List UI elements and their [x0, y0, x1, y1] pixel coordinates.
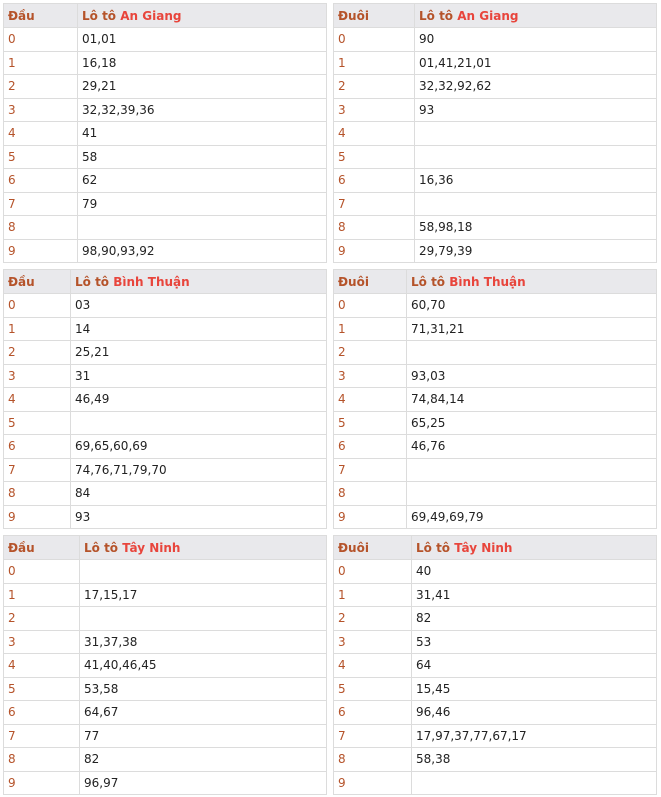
key-header: Đuôi: [334, 536, 412, 560]
dau-table-tay-ninh: [3, 535, 327, 795]
row-key: 7: [334, 458, 407, 482]
row-key: 7: [4, 192, 78, 216]
table-row: [334, 216, 657, 240]
province-name: Bình Thuận: [113, 274, 190, 289]
table-row: [4, 317, 327, 341]
row-value: 65,25: [407, 411, 657, 435]
table-row: [4, 748, 327, 772]
table-row: [334, 364, 657, 388]
row-key: 6: [334, 169, 415, 193]
table-row: [334, 98, 657, 122]
row-value: 82: [412, 607, 657, 631]
table-row: [334, 122, 657, 146]
lo-to-label: Lô tô: [82, 8, 117, 23]
table-header-row: [334, 536, 657, 560]
row-value: 82: [80, 748, 327, 772]
row-value: [415, 122, 657, 146]
row-key: 9: [334, 771, 412, 795]
row-key: 6: [4, 435, 71, 459]
table-row: [334, 482, 657, 506]
row-value: 53: [412, 630, 657, 654]
table-row: [334, 630, 657, 654]
table-row: [4, 169, 327, 193]
row-value: 96,97: [80, 771, 327, 795]
table-row: [4, 505, 327, 529]
row-value: 79: [78, 192, 327, 216]
table-row: [4, 75, 327, 99]
row-key: 5: [4, 677, 80, 701]
row-value: 01,01: [78, 28, 327, 52]
table-row: [334, 771, 657, 795]
table-row: [4, 239, 327, 263]
row-value: [78, 216, 327, 240]
table-row: [4, 98, 327, 122]
table-row: [4, 145, 327, 169]
row-key: 6: [4, 701, 80, 725]
row-key: 8: [334, 748, 412, 772]
lo-to-header: [71, 270, 327, 294]
table-row: [4, 192, 327, 216]
table-row: [4, 294, 327, 318]
duoi-table-binh-thuan: [333, 269, 657, 529]
row-key: 7: [334, 724, 412, 748]
row-key: 4: [4, 388, 71, 412]
table-row: [334, 192, 657, 216]
key-header: Đuôi: [334, 4, 415, 28]
row-value: 58: [78, 145, 327, 169]
row-key: 5: [334, 411, 407, 435]
row-value: 96,46: [412, 701, 657, 725]
row-value: 93,03: [407, 364, 657, 388]
row-key: 5: [4, 145, 78, 169]
row-value: 31,37,38: [80, 630, 327, 654]
row-key: 1: [334, 51, 415, 75]
row-key: 8: [334, 216, 415, 240]
row-key: 1: [4, 317, 71, 341]
key-header: Đầu: [4, 4, 78, 28]
row-value: 25,21: [71, 341, 327, 365]
lo-to-header: [407, 270, 657, 294]
table-header-row: [4, 536, 327, 560]
table-header-row: [4, 270, 327, 294]
lo-to-header: [80, 536, 327, 560]
row-key: 5: [4, 411, 71, 435]
row-value: 58,98,18: [415, 216, 657, 240]
row-value: 74,84,14: [407, 388, 657, 412]
row-key: 3: [4, 98, 78, 122]
table-row: [334, 458, 657, 482]
row-key: 4: [334, 654, 412, 678]
row-value: 84: [71, 482, 327, 506]
row-value: 46,76: [407, 435, 657, 459]
row-key: 0: [334, 28, 415, 52]
row-value: 40: [412, 560, 657, 584]
row-key: 4: [4, 122, 78, 146]
row-key: 6: [334, 435, 407, 459]
table-row: [334, 654, 657, 678]
row-key: 2: [4, 75, 78, 99]
row-value: 16,18: [78, 51, 327, 75]
lo-to-label: Lô tô: [416, 540, 451, 555]
row-value: 03: [71, 294, 327, 318]
key-header: Đầu: [4, 270, 71, 294]
lo-to-label: Lô tô: [419, 8, 454, 23]
row-value: 60,70: [407, 294, 657, 318]
row-value: 69,49,69,79: [407, 505, 657, 529]
table-row: [334, 677, 657, 701]
row-key: 2: [4, 607, 80, 631]
table-row: [334, 341, 657, 365]
table-row: [4, 482, 327, 506]
row-value: [80, 607, 327, 631]
row-key: 1: [334, 317, 407, 341]
row-value: 69,65,60,69: [71, 435, 327, 459]
row-value: 58,38: [412, 748, 657, 772]
row-value: 29,79,39: [415, 239, 657, 263]
row-value: 41,40,46,45: [80, 654, 327, 678]
row-key: 3: [334, 630, 412, 654]
table-header-row: [334, 270, 657, 294]
row-value: 32,32,39,36: [78, 98, 327, 122]
row-key: 9: [334, 239, 415, 263]
row-key: 1: [4, 51, 78, 75]
table-row: [4, 51, 327, 75]
row-key: 2: [334, 75, 415, 99]
row-value: 31,41: [412, 583, 657, 607]
province-name: An Giang: [120, 8, 182, 23]
row-key: 2: [334, 341, 407, 365]
row-value: 16,36: [415, 169, 657, 193]
row-value: 14: [71, 317, 327, 341]
row-key: 6: [4, 169, 78, 193]
row-key: 0: [4, 294, 71, 318]
table-row: [334, 145, 657, 169]
row-key: 9: [4, 505, 71, 529]
row-key: 4: [334, 388, 407, 412]
row-key: 9: [4, 771, 80, 795]
key-header: Đầu: [4, 536, 80, 560]
row-key: 5: [334, 145, 415, 169]
row-value: [407, 341, 657, 365]
row-value: 29,21: [78, 75, 327, 99]
table-row: [334, 388, 657, 412]
lo-to-label: Lô tô: [75, 274, 110, 289]
table-row: [334, 583, 657, 607]
row-value: 98,90,93,92: [78, 239, 327, 263]
table-row: [4, 122, 327, 146]
table-row: [334, 701, 657, 725]
table-row: [4, 435, 327, 459]
table-row: [334, 435, 657, 459]
row-value: 64: [412, 654, 657, 678]
duoi-table-an-giang: [333, 3, 657, 263]
table-row: [4, 560, 327, 584]
row-value: [415, 145, 657, 169]
table-row: [4, 411, 327, 435]
row-key: 3: [4, 630, 80, 654]
table-row: [334, 317, 657, 341]
row-key: 8: [4, 216, 78, 240]
row-key: 5: [334, 677, 412, 701]
table-row: [4, 583, 327, 607]
row-value: 77: [80, 724, 327, 748]
row-key: 2: [4, 341, 71, 365]
table-row: [4, 724, 327, 748]
row-key: 8: [4, 748, 80, 772]
table-row: [4, 654, 327, 678]
row-value: [71, 411, 327, 435]
row-key: 1: [4, 583, 80, 607]
row-key: 3: [4, 364, 71, 388]
row-key: 8: [334, 482, 407, 506]
dau-table-an-giang: [3, 3, 327, 263]
table-row: [4, 677, 327, 701]
row-value: 17,97,37,77,67,17: [412, 724, 657, 748]
row-value: 31: [71, 364, 327, 388]
row-key: 9: [334, 505, 407, 529]
row-value: 71,31,21: [407, 317, 657, 341]
row-key: 7: [4, 724, 80, 748]
row-key: 6: [334, 701, 412, 725]
table-row: [4, 607, 327, 631]
row-key: 8: [4, 482, 71, 506]
row-value: 93: [415, 98, 657, 122]
table-header-row: [334, 4, 657, 28]
table-row: [334, 28, 657, 52]
row-value: [415, 192, 657, 216]
row-value: 46,49: [71, 388, 327, 412]
province-name: An Giang: [457, 8, 519, 23]
table-header-row: [4, 4, 327, 28]
row-value: 62: [78, 169, 327, 193]
table-row: [4, 388, 327, 412]
row-value: 53,58: [80, 677, 327, 701]
table-row: [334, 294, 657, 318]
row-key: 3: [334, 364, 407, 388]
row-value: [80, 560, 327, 584]
row-value: 93: [71, 505, 327, 529]
row-value: 90: [415, 28, 657, 52]
row-key: 0: [334, 294, 407, 318]
province-name: Bình Thuận: [449, 274, 526, 289]
row-value: 01,41,21,01: [415, 51, 657, 75]
row-key: 9: [4, 239, 78, 263]
table-row: [334, 75, 657, 99]
row-key: 4: [334, 122, 415, 146]
row-key: 0: [4, 28, 78, 52]
row-value: 17,15,17: [80, 583, 327, 607]
row-key: 2: [334, 607, 412, 631]
table-row: [4, 341, 327, 365]
row-key: 1: [334, 583, 412, 607]
table-row: [4, 701, 327, 725]
row-value: [407, 482, 657, 506]
row-key: 0: [4, 560, 80, 584]
row-key: 7: [4, 458, 71, 482]
table-row: [4, 630, 327, 654]
lo-to-label: Lô tô: [84, 540, 119, 555]
row-value: [412, 771, 657, 795]
row-value: 15,45: [412, 677, 657, 701]
lo-to-header: [412, 536, 657, 560]
table-row: [4, 364, 327, 388]
row-key: 7: [334, 192, 415, 216]
table-row: [334, 239, 657, 263]
lo-to-header: [415, 4, 657, 28]
province-name: Tây Ninh: [454, 540, 513, 555]
key-header: Đuôi: [334, 270, 407, 294]
table-row: [4, 28, 327, 52]
row-key: 0: [334, 560, 412, 584]
dau-table-binh-thuan: [3, 269, 327, 529]
row-key: 4: [4, 654, 80, 678]
duoi-table-tay-ninh: [333, 535, 657, 795]
table-row: [334, 51, 657, 75]
table-row: [4, 216, 327, 240]
table-row: [334, 748, 657, 772]
table-row: [334, 505, 657, 529]
lo-to-label: Lô tô: [411, 274, 446, 289]
table-row: [4, 771, 327, 795]
row-key: 3: [334, 98, 415, 122]
province-name: Tây Ninh: [122, 540, 181, 555]
table-row: [334, 724, 657, 748]
row-value: [407, 458, 657, 482]
row-value: 74,76,71,79,70: [71, 458, 327, 482]
lo-to-header: [78, 4, 327, 28]
row-value: 41: [78, 122, 327, 146]
table-row: [334, 607, 657, 631]
table-row: [334, 411, 657, 435]
row-value: 64,67: [80, 701, 327, 725]
table-row: [334, 560, 657, 584]
row-value: 32,32,92,62: [415, 75, 657, 99]
table-row: [4, 458, 327, 482]
table-row: [334, 169, 657, 193]
